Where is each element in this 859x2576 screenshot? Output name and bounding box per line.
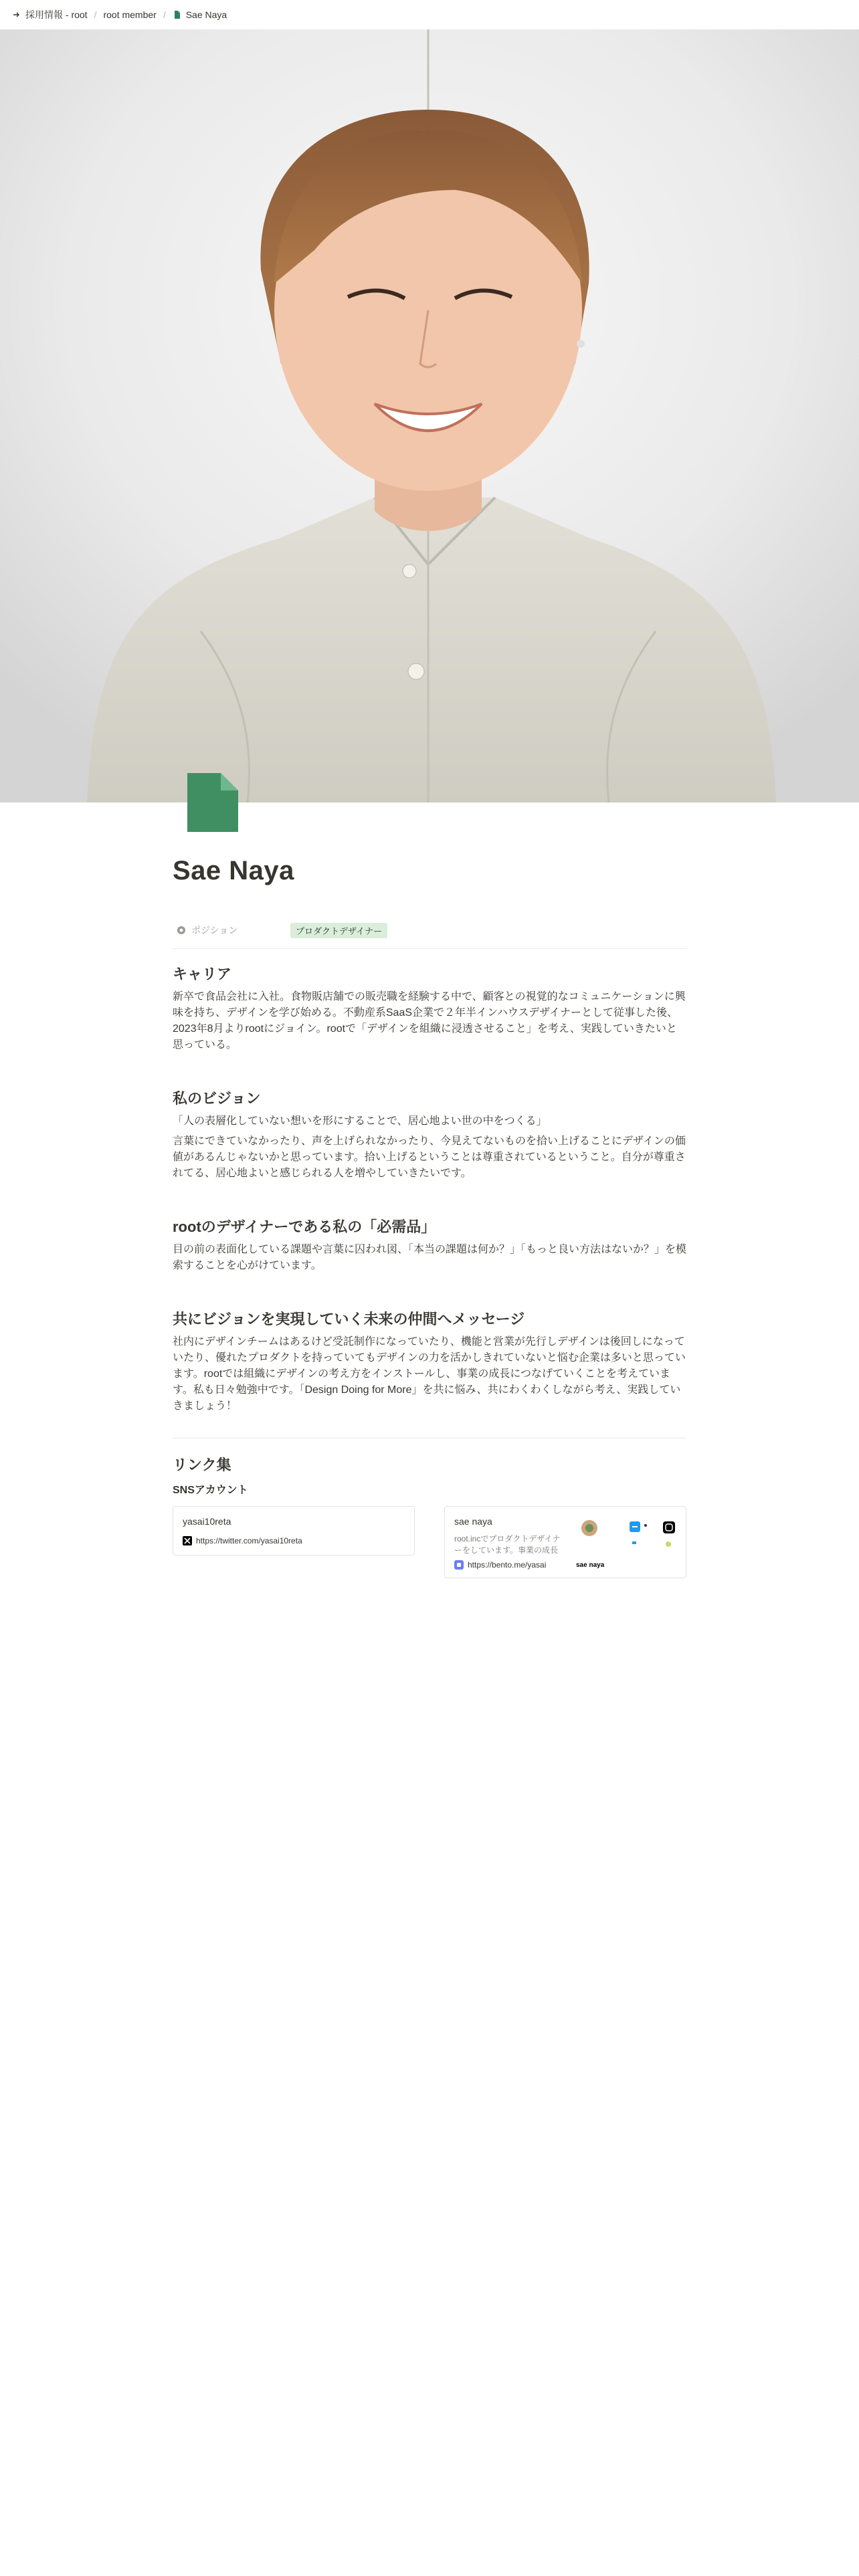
breadcrumb-separator: / xyxy=(163,9,166,20)
section-vision xyxy=(173,1087,686,1182)
bookmark-title: yasai10reta xyxy=(183,1516,231,1527)
page-icon[interactable] xyxy=(186,772,240,833)
bookmark-url xyxy=(183,1536,302,1545)
breadcrumb-label: Sae Naya xyxy=(185,9,227,20)
breadcrumb-label: 採用情報 - root xyxy=(25,9,88,20)
section-quote: 「人の表層化していない想いを形にすることで、居心地よい世の中をつくる」 xyxy=(173,1115,547,1127)
bookmark-description: root.incでプロダクトデザイナーをしています。事業の成長 xyxy=(454,1534,561,1555)
bookmark-card-bento[interactable] xyxy=(444,1506,686,1578)
cover-image xyxy=(0,29,859,802)
section-paragraph: 社内にデザインチームはあるけど受託制作になっていたり、機能と営業が先行しデザインは後回しになっていたり、優れたプロダクトを持っていてもデザインの力を活かしきれていないと悩む企業は多いと思っています。rootでは組織にデザインの考え方をインストールし、事業の成長につなげていくことを考えています。私も日々勉強中です。「Design Doing for More」を共に悩み、共にわくわくしながら考え、実践していきましょう！ xyxy=(173,1336,686,1412)
bookmark-url-text: https://twitter.com/yasai10reta xyxy=(196,1536,302,1545)
select-icon xyxy=(177,926,186,935)
section-message xyxy=(173,1308,686,1414)
arrow-icon xyxy=(12,10,21,19)
section-heading: 共にビジョンを実現していく未来の仲間へメッセージ xyxy=(173,1311,525,1327)
links-subheading: SNSアカウント xyxy=(173,1485,248,1496)
page-icon xyxy=(173,10,182,19)
section-paragraph: 目の前の表面化している課題や言葉に囚われ図、「本当の課題は何か？」「もっと良い方法はないか？」を模索することを心がけています。 xyxy=(173,1244,687,1271)
breadcrumb-item-current[interactable] xyxy=(170,8,229,21)
breadcrumb-item-root-member[interactable] xyxy=(100,8,159,21)
page-title[interactable]: Sae Naya xyxy=(173,856,294,885)
breadcrumb-label: root member xyxy=(103,9,157,20)
x-icon xyxy=(183,1536,192,1545)
section-heading: キャリア xyxy=(173,966,232,982)
section-paragraph: 新卒で食品会社に入社。食物販店舗での販売職を経験する中で、顧客との視覚的なコミュニケーションに興味を持ち、デザインを学び始める。不動産系SaaS企業で２年半インハウスデザイナーとして従事した後、2023年8月よりrootにジョイン。rootで「デザインを組織に浸透させること」を考え、実践していきたいと思っている。 xyxy=(173,991,686,1051)
section-essentials xyxy=(173,1216,686,1274)
breadcrumb xyxy=(0,0,859,29)
section-links xyxy=(173,1454,686,1497)
portrait-illustration xyxy=(0,29,859,802)
bookmark-card-twitter[interactable] xyxy=(173,1506,415,1555)
bookmark-title: sae naya xyxy=(454,1516,492,1527)
bookmark-url xyxy=(454,1560,546,1570)
section-heading: 私のビジョン xyxy=(173,1090,261,1107)
bookmark-thumbnail xyxy=(576,1512,683,1574)
breadcrumb-separator: / xyxy=(94,9,97,20)
section-paragraph: 言葉にできていなかったり、声を上げられなかったり、今見えてないものを拾い上げることにデザインの価値があるんじゃないかと思っています。拾い上げるということは尊重されているということ。自分が尊重されてる、居心地よいと感じられる人を増やしていきたいです。 xyxy=(173,1136,686,1179)
property-name[interactable] xyxy=(173,924,290,937)
property-row-position xyxy=(173,919,686,942)
thumbnail-label: sae naya xyxy=(576,1562,605,1569)
section-heading: rootのデザイナーである私の「必需品」 xyxy=(173,1218,436,1235)
property-label: ポジション xyxy=(191,925,238,936)
section-career xyxy=(173,963,686,1053)
breadcrumb-item-recruit[interactable] xyxy=(9,7,90,23)
position-tag[interactable]: プロダクトデザイナー xyxy=(290,923,387,938)
links-heading: リンク集 xyxy=(173,1457,231,1473)
divider xyxy=(173,948,686,949)
bento-icon xyxy=(454,1560,464,1570)
bookmark-url-text: https://bento.me/yasai xyxy=(468,1560,547,1570)
